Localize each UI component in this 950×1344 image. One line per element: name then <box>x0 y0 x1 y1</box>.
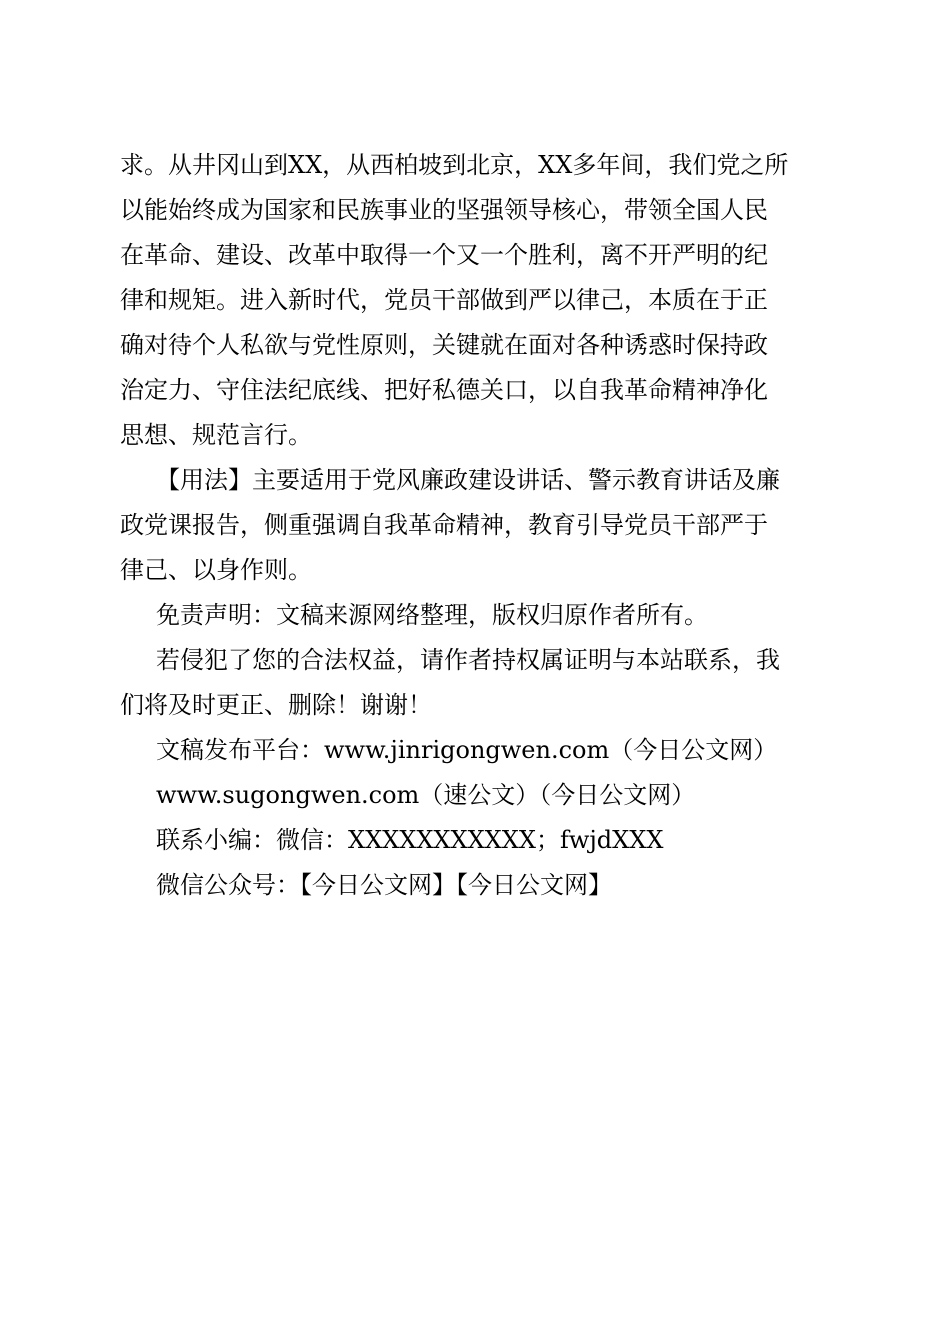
body-line-2: 以能始终成为国家和民族事业的坚强领导核心，带领全国人民 <box>120 196 768 224</box>
infringement-paragraph <box>120 638 830 728</box>
body-line-1: 求。从井冈山到XX，从西柏坡到北京，XX多年间，我们党之所 <box>120 151 789 179</box>
usage-line-3: 律己、以身作则。 <box>120 556 312 584</box>
infringement-line-2: 们将及时更正、删除！谢谢！ <box>120 691 432 719</box>
wechat-account-line: 微信公众号：【今日公文网】【今日公文网】 <box>156 871 612 899</box>
contact-line: 联系小编：微信：XXXXXXXXXXX；fwjdXXX <box>156 826 664 854</box>
document-page <box>120 143 830 908</box>
usage-paragraph <box>120 458 830 593</box>
body-line-7: 思想、规范言行。 <box>120 421 312 449</box>
site-line: www.sugongwen.com（速公文）（今日公文网） <box>156 781 696 809</box>
infringement-line-1: 若侵犯了您的合法权益，请作者持权属证明与本站联系，我 <box>156 646 780 674</box>
body-line-4: 律和规矩。进入新时代，党员干部做到严以律己，本质在于正 <box>120 286 768 314</box>
disclaimer-text: 免责声明：文稿来源网络整理，版权归原作者所有。 <box>156 601 708 629</box>
body-line-6: 治定力、守住法纪底线、把好私德关口，以自我革命精神净化 <box>120 376 768 404</box>
usage-line-2: 政党课报告，侧重强调自我革命精神，教育引导党员干部严于 <box>120 511 768 539</box>
body-line-5: 确对待个人私欲与党性原则，关键就在面对各种诱惑时保持政 <box>120 331 768 359</box>
body-line-3: 在革命、建设、改革中取得一个又一个胜利，离不开严明的纪 <box>120 241 768 269</box>
platform-line: 文稿发布平台：www.jinrigongwen.com（今日公文网） <box>156 736 778 764</box>
body-paragraph <box>120 143 830 458</box>
usage-line-1: 【用法】主要适用于党风廉政建设讲话、警示教育讲话及廉 <box>156 466 780 494</box>
